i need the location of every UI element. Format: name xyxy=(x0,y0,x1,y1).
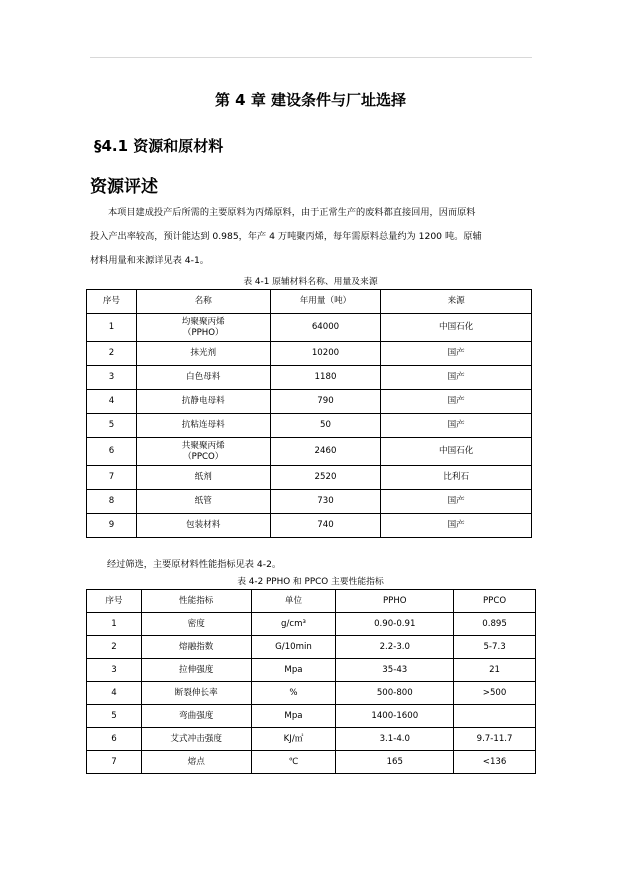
table-cell: 165 xyxy=(336,751,454,774)
table-cell: 4 xyxy=(87,682,142,705)
table-cell: 密度 xyxy=(141,613,251,636)
table2-caption: 表 4-2 PPHO 和 PPCO 主要性能指标 xyxy=(237,577,384,587)
table-cell: 4 xyxy=(87,390,137,414)
table-cell: 730 xyxy=(270,490,381,514)
column-header: 名称 xyxy=(136,290,270,314)
table-cell: 2.2-3.0 xyxy=(336,636,454,659)
table-cell: 抗粘连母料 xyxy=(136,414,270,438)
table-cell: KJ/㎡ xyxy=(251,728,336,751)
table-cell: 3 xyxy=(87,659,142,682)
table-cell: 6 xyxy=(87,728,142,751)
table-cell: 7 xyxy=(87,751,142,774)
table-cell: 5 xyxy=(87,414,137,438)
table-cell: % xyxy=(251,682,336,705)
table-cell: 9.7-11.7 xyxy=(454,728,536,751)
column-header: 单位 xyxy=(251,590,336,613)
table1-header-row xyxy=(87,290,532,314)
table-cell: 抹光剂 xyxy=(136,342,270,366)
table-cell: 1180 xyxy=(270,366,381,390)
table-cell: 均聚聚丙烯 （PPHO） xyxy=(136,314,270,342)
table-row xyxy=(87,514,532,538)
table-cell xyxy=(454,705,536,728)
table-cell: 熔融指数 xyxy=(141,636,251,659)
table-cell: 1 xyxy=(87,613,142,636)
column-header: 序号 xyxy=(87,290,137,314)
table-cell: 0.895 xyxy=(454,613,536,636)
section-title: §4.1 资源和原材料 xyxy=(94,137,224,155)
subsection-title: 资源评述 xyxy=(90,177,158,197)
chapter-title: 第 4 章 建设条件与厂址选择 xyxy=(214,91,407,109)
table-row xyxy=(87,659,536,682)
table-row xyxy=(87,390,532,414)
paragraph-line: 材料用量和来源详见表 4-1。 xyxy=(90,255,209,267)
table-cell: 包装材料 xyxy=(136,514,270,538)
table-cell: G/10min xyxy=(251,636,336,659)
column-header: PPCO xyxy=(454,590,536,613)
table-cell: 3.1-4.0 xyxy=(336,728,454,751)
table-cell: 5 xyxy=(87,705,142,728)
table-cell: 中国石化 xyxy=(381,314,532,342)
table-cell: 35-43 xyxy=(336,659,454,682)
properties-table xyxy=(86,589,536,774)
table-row xyxy=(87,490,532,514)
table-cell: 21 xyxy=(454,659,536,682)
column-header: 序号 xyxy=(87,590,142,613)
table-cell: 国产 xyxy=(381,514,532,538)
table-cell: 1 xyxy=(87,314,137,342)
table2-header-row xyxy=(87,590,536,613)
table-cell: 500-800 xyxy=(336,682,454,705)
table-cell: 5-7.3 xyxy=(454,636,536,659)
table-cell: 8 xyxy=(87,490,137,514)
column-header: 来源 xyxy=(381,290,532,314)
table-cell: 740 xyxy=(270,514,381,538)
column-header: 年用量（吨） xyxy=(270,290,381,314)
table-cell: 1400-1600 xyxy=(336,705,454,728)
paragraph-line: 投入产出率较高，预计能达到 0.985，年产 4 万吨聚丙烯，每年需原料总量约为 1200 吨。原辅 xyxy=(90,231,482,243)
table-row xyxy=(87,314,532,342)
table-cell: 断裂伸长率 xyxy=(141,682,251,705)
table-cell: 790 xyxy=(270,390,381,414)
table-cell: 拉伸强度 xyxy=(141,659,251,682)
table-cell: 国产 xyxy=(381,414,532,438)
table-cell: 2520 xyxy=(270,466,381,490)
table-cell: 3 xyxy=(87,366,137,390)
table-cell: 纸剂 xyxy=(136,466,270,490)
table-cell: 64000 xyxy=(270,314,381,342)
intro-paragraph xyxy=(90,201,536,274)
table-cell: 50 xyxy=(270,414,381,438)
table-cell: 国产 xyxy=(381,342,532,366)
materials-table xyxy=(86,289,532,538)
table-row xyxy=(87,636,536,659)
table-cell: 熔点 xyxy=(141,751,251,774)
table-cell: 6 xyxy=(87,438,137,466)
table-row xyxy=(87,438,532,466)
table-cell: 0.90-0.91 xyxy=(336,613,454,636)
table-cell: 7 xyxy=(87,466,137,490)
table-row xyxy=(87,613,536,636)
table-row xyxy=(87,682,536,705)
table-row xyxy=(87,466,532,490)
table-cell: 抗静电母料 xyxy=(136,390,270,414)
table-cell: 国产 xyxy=(381,390,532,414)
table-row xyxy=(87,414,532,438)
table-cell: 2 xyxy=(87,636,142,659)
table-cell: 2 xyxy=(87,342,137,366)
table-row xyxy=(87,728,536,751)
column-header: 性能指标 xyxy=(141,590,251,613)
table-cell: 艾式冲击强度 xyxy=(141,728,251,751)
table-cell: Mpa xyxy=(251,705,336,728)
header-rule xyxy=(90,57,532,58)
table-cell: 9 xyxy=(87,514,137,538)
table1-caption: 表 4-1 原辅材料名称、用量及来源 xyxy=(243,277,378,287)
table-cell: 比利石 xyxy=(381,466,532,490)
table-cell: ℃ xyxy=(251,751,336,774)
table-row xyxy=(87,705,536,728)
table-cell: 中国石化 xyxy=(381,438,532,466)
table-cell: g/cm³ xyxy=(251,613,336,636)
table-cell: 共聚聚丙烯 （PPCO） xyxy=(136,438,270,466)
table-cell: 国产 xyxy=(381,366,532,390)
table-cell: 10200 xyxy=(270,342,381,366)
table-cell: 纸管 xyxy=(136,490,270,514)
table-row xyxy=(87,366,532,390)
table-cell: >500 xyxy=(454,682,536,705)
table-cell: 弯曲强度 xyxy=(141,705,251,728)
paragraph-line: 本项目建成投产后所需的主要原料为丙烯原料，由于正常生产的废料都直接回用，因而原料 xyxy=(108,207,476,218)
table-row xyxy=(87,342,532,366)
table-cell: Mpa xyxy=(251,659,336,682)
table-row xyxy=(87,751,536,774)
table-cell: 2460 xyxy=(270,438,381,466)
table2-intro: 经过筛选，主要原材料性能指标见表 4-2。 xyxy=(107,559,282,570)
column-header: PPHO xyxy=(336,590,454,613)
table-cell: 白色母料 xyxy=(136,366,270,390)
table-cell: <136 xyxy=(454,751,536,774)
table-cell: 国产 xyxy=(381,490,532,514)
